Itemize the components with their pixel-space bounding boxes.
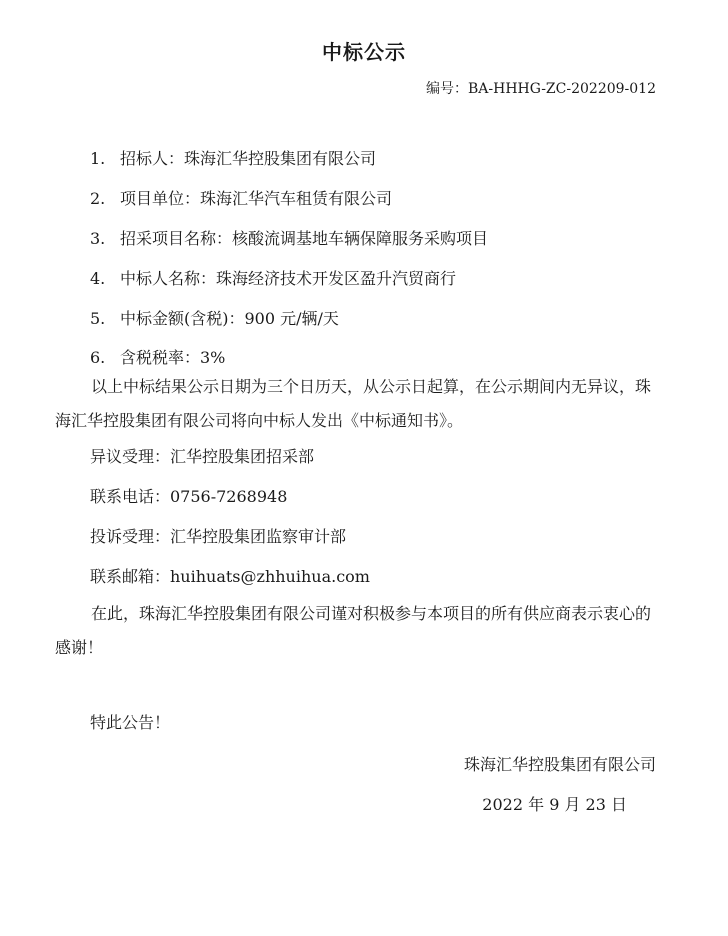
item-number: 5.	[90, 309, 106, 328]
page-title: 中标公示	[322, 40, 406, 64]
contact-phone: 联系电话：0756-7268948	[90, 487, 288, 506]
notice-paragraph: 以上中标结果公示日期为三个日历天，从公示日起算，在公示期间内无异议，珠海汇华控股集团有限公司将向中标人发出《中标通知书》。	[55, 377, 652, 430]
item-text: 招采项目名称：核酸流调基地车辆保障服务采购项目	[120, 229, 489, 248]
item-number: 1.	[90, 149, 106, 168]
contact-objection: 异议受理：汇华控股集团招采部	[90, 447, 315, 466]
item-number: 3.	[90, 229, 106, 248]
item-project-unit	[90, 188, 392, 210]
signer-company: 珠海汇华控股集团有限公司	[463, 755, 656, 774]
item-number: 4.	[90, 269, 106, 288]
item-project-name	[90, 228, 488, 250]
item-text: 中标人名称：珠海经济技术开发区盈升汽贸商行	[120, 269, 457, 288]
item-tenderer	[90, 148, 376, 170]
contact-complaint: 投诉受理：汇华控股集团监察审计部	[90, 527, 347, 546]
item-number: 2.	[90, 189, 106, 208]
reference-number: 编号：BA-HHHG-ZC-202209-012	[426, 81, 656, 97]
item-text: 中标金额(含税)：900 元/辆/天	[120, 309, 339, 328]
item-number: 6.	[90, 348, 106, 367]
thanks-paragraph: 在此，珠海汇华控股集团有限公司谨对积极参与本项目的所有供应商表示衷心的感谢！	[55, 604, 652, 657]
item-text: 项目单位：珠海汇华汽车租赁有限公司	[120, 189, 393, 208]
item-tax-rate	[90, 347, 225, 369]
closing-statement: 特此公告！	[90, 713, 171, 732]
item-winner-name	[90, 268, 456, 290]
item-text: 含税税率：3%	[120, 348, 226, 367]
contact-email: 联系邮箱：huihuats@zhhuihua.com	[90, 567, 370, 586]
announcement-date: 2022 年 9 月 23 日	[482, 795, 627, 814]
item-winning-amount	[90, 308, 339, 330]
item-text: 招标人：珠海汇华控股集团有限公司	[120, 149, 377, 168]
